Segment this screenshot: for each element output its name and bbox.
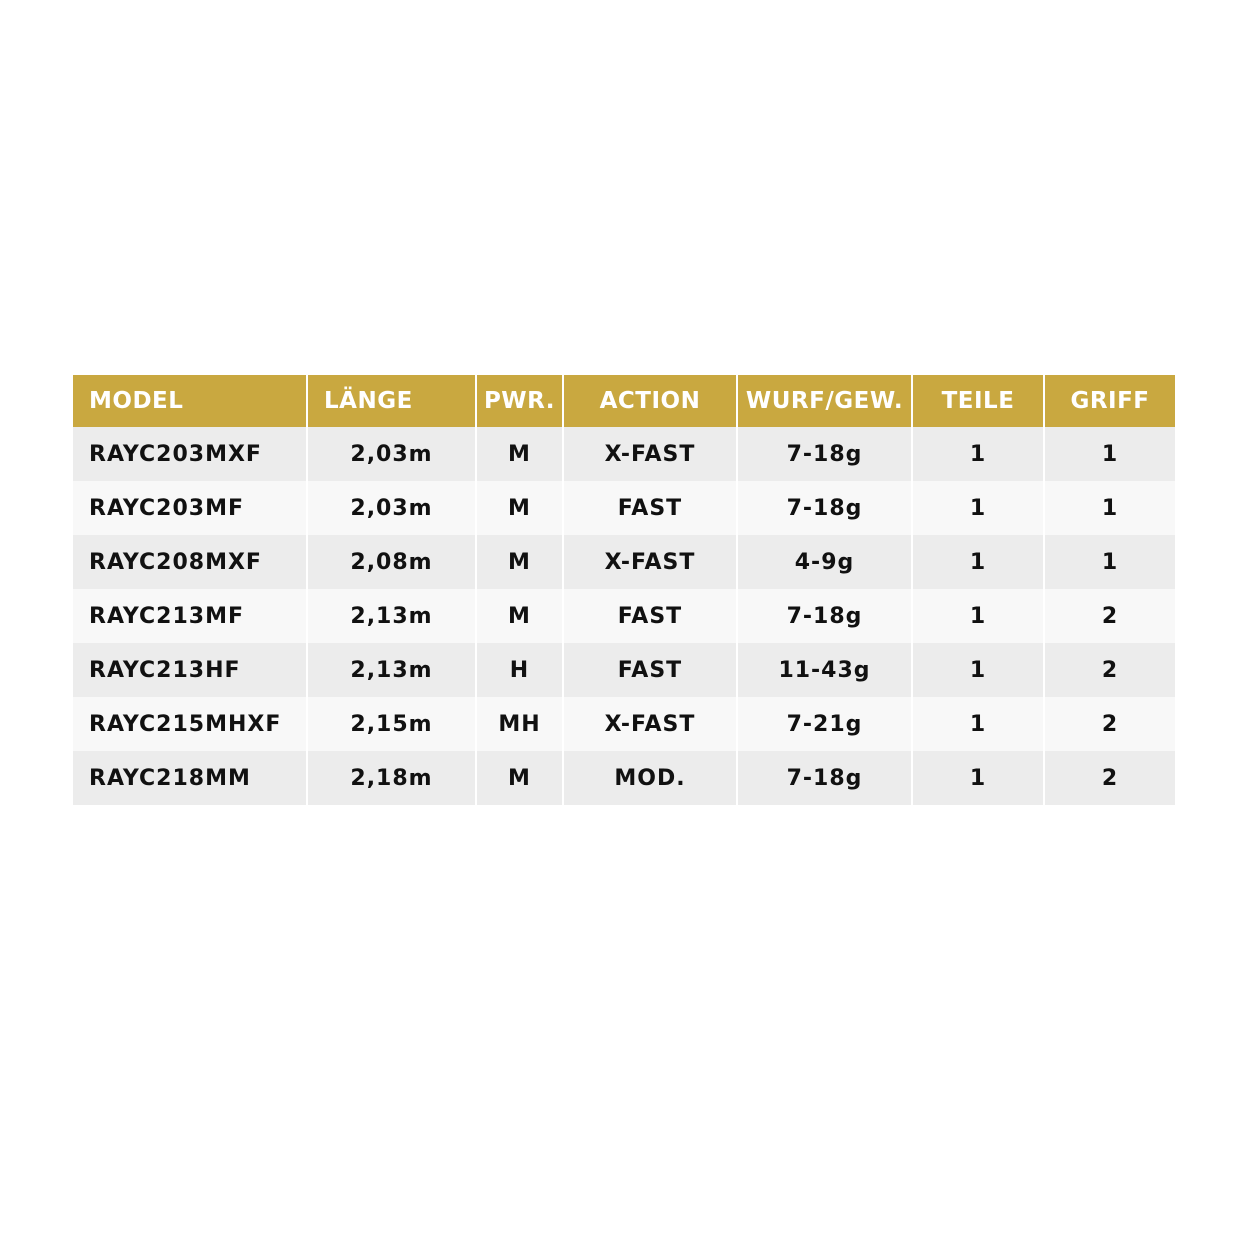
cell-pieces: 1: [911, 481, 1043, 535]
table-body: [73, 427, 1175, 805]
cell-model: RAYC203MXF: [73, 427, 306, 481]
table-header: [73, 375, 1175, 427]
cell-length: 2,13m: [306, 643, 475, 697]
cell-handle: 2: [1043, 697, 1175, 751]
cell-action: MOD.: [562, 751, 736, 805]
cell-length: 2,03m: [306, 481, 475, 535]
cell-action: X-FAST: [562, 427, 736, 481]
cell-handle: 1: [1043, 535, 1175, 589]
cell-power: MH: [475, 697, 562, 751]
header-casting-weight: WURF/GEW.: [736, 375, 911, 427]
cell-power: M: [475, 535, 562, 589]
cell-casting-weight: 11-43g: [736, 643, 911, 697]
table-row: [73, 589, 1175, 643]
cell-pieces: 1: [911, 697, 1043, 751]
header-row: [73, 375, 1175, 427]
cell-power: M: [475, 751, 562, 805]
cell-model: RAYC208MXF: [73, 535, 306, 589]
table-row: [73, 643, 1175, 697]
cell-casting-weight: 7-21g: [736, 697, 911, 751]
cell-model: RAYC213HF: [73, 643, 306, 697]
header-handle: GRIFF: [1043, 375, 1175, 427]
cell-casting-weight: 7-18g: [736, 427, 911, 481]
cell-casting-weight: 7-18g: [736, 481, 911, 535]
cell-handle: 1: [1043, 481, 1175, 535]
cell-handle: 1: [1043, 427, 1175, 481]
cell-casting-weight: 7-18g: [736, 751, 911, 805]
cell-model: RAYC218MM: [73, 751, 306, 805]
cell-power: M: [475, 427, 562, 481]
cell-model: RAYC213MF: [73, 589, 306, 643]
cell-handle: 2: [1043, 751, 1175, 805]
header-model: MODEL: [73, 375, 306, 427]
cell-power: M: [475, 589, 562, 643]
cell-casting-weight: 7-18g: [736, 589, 911, 643]
header-pieces: TEILE: [911, 375, 1043, 427]
cell-pieces: 1: [911, 589, 1043, 643]
cell-pieces: 1: [911, 535, 1043, 589]
cell-pieces: 1: [911, 751, 1043, 805]
cell-length: 2,13m: [306, 589, 475, 643]
table-row: [73, 751, 1175, 805]
cell-length: 2,15m: [306, 697, 475, 751]
cell-pieces: 1: [911, 643, 1043, 697]
table-row: [73, 535, 1175, 589]
cell-action: X-FAST: [562, 535, 736, 589]
cell-length: 2,03m: [306, 427, 475, 481]
cell-action: X-FAST: [562, 697, 736, 751]
cell-model: RAYC203MF: [73, 481, 306, 535]
cell-handle: 2: [1043, 643, 1175, 697]
header-power: PWR.: [475, 375, 562, 427]
table-row: [73, 427, 1175, 481]
cell-model: RAYC215MHXF: [73, 697, 306, 751]
header-action: ACTION: [562, 375, 736, 427]
cell-length: 2,18m: [306, 751, 475, 805]
cell-power: H: [475, 643, 562, 697]
cell-casting-weight: 4-9g: [736, 535, 911, 589]
rod-spec-table: [73, 375, 1175, 805]
cell-action: FAST: [562, 589, 736, 643]
cell-action: FAST: [562, 643, 736, 697]
header-length: LÄNGE: [306, 375, 475, 427]
table-row: [73, 697, 1175, 751]
cell-handle: 2: [1043, 589, 1175, 643]
table-row: [73, 481, 1175, 535]
cell-length: 2,08m: [306, 535, 475, 589]
cell-power: M: [475, 481, 562, 535]
cell-action: FAST: [562, 481, 736, 535]
cell-pieces: 1: [911, 427, 1043, 481]
